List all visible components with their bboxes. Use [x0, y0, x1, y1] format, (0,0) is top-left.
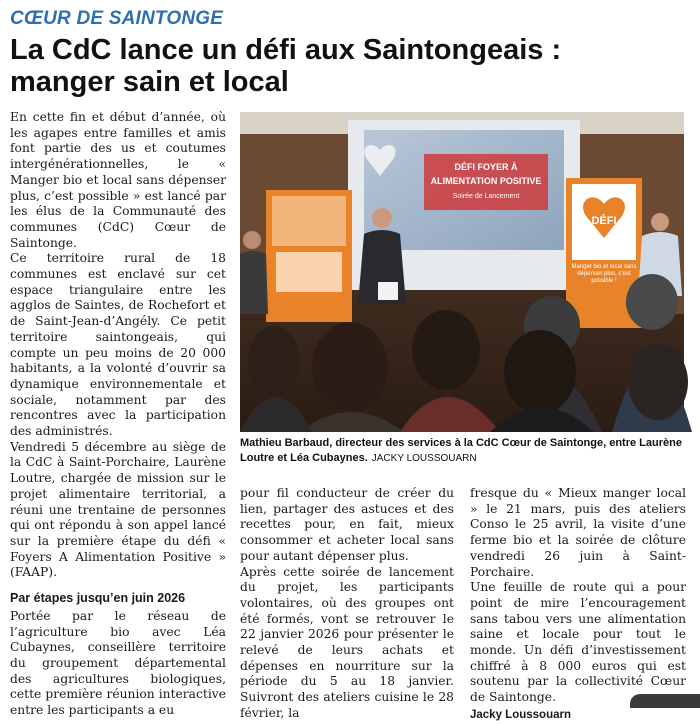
paragraph: En cette fin et début d’année, où les agapes entre familles et amis font partie des us et coutumes intergénérationnelles, le « Manger bio et local sans dépenser plus, c’est possible » est lancé par les élus de la Communauté des communes (CdC) Cœur de Saintonge. — [10, 110, 226, 250]
paragraph: Après cette soirée de lancement du projet, les participants volontaires, où des groupes ont été formés, vont se retrouver le 22 janvier 2026 pour présenter le relevé de leurs achats et dépenses en nourriture sur la période du 5 au 18 janvier. Suivront des ateliers cuisine le 28 février, la — [240, 564, 454, 720]
subheading: Par étapes jusqu’en juin 2026 — [10, 591, 186, 606]
paragraph: pour fil conducteur de créer du lien, partager des astuces et des recettes pour, en fait, mieux consommer et acheter local sans pour autant dépenser plus. — [240, 486, 454, 563]
column-1 — [10, 110, 226, 719]
slide-title-line3: Soirée de Lancement — [452, 193, 520, 200]
banner-title: DÉFI — [591, 215, 617, 227]
banner-slogan: Manger bio et local sans dépenser plus, c’est possible ! — [571, 264, 637, 284]
slide-title-line2: ALIMENTATION POSITIVE — [430, 176, 542, 186]
author-signature: Jacky Loussouarn — [470, 708, 571, 721]
section-kicker: CŒUR DE SAINTONGE — [10, 8, 224, 29]
paragraph: Vendredi 5 décembre au siège de la CdC à Saint-Porchaire, Laurène Loutre, chargée de mission sur le projet alimentaire territorial, a réuni une trentaine de personnes qui ont répondu à son appel lancé sur la première étape du défi « Foyers A Alimentation Positive » (FAAP). — [10, 439, 226, 580]
article-headline: La CdC lance un défi aux Saintongeais : manger sain et local — [10, 34, 562, 98]
paragraph: Une feuille de route qui a pour point de mire l’encouragement sans tabou vers une alimentation saine et locale pour tout le monde. Un défi d’investissement chiffré à 8 000 euros qui est soutenu par la collectivité Cœur de Saintonge. — [470, 580, 686, 705]
paragraph: fresque du « Mieux manger local » le 21 mars, puis des ateliers Conso le 25 avril, la visite d’une ferme bio et la soirée de clôture vendredi 26 juin à Saint-Porchaire. — [470, 486, 686, 579]
photo-credit: JACKY LOUSSOUARN — [371, 453, 477, 464]
page-corner-tab — [630, 694, 700, 708]
paragraph: Ce territoire rural de 18 communes est enclavé sur cet espace triangulaire entre les agglos de Saintes, de Rochefort et de Saint-Jean-d’Angély. Ce petit territoire saintongeais, qui compte un peu moins de 20 000 habitants, a la volonté d’ouvrir sa dynamique environnementale et sociale, notamment par des rencontres avec la participation des administrés. — [10, 251, 226, 439]
article-photo — [240, 112, 684, 432]
column-2 — [240, 486, 454, 722]
caption-text: Mathieu Barbaud, directeur des services à la CdC Cœur de Saintonge, entre Laurène Loutre et Léa Cubaynes. — [240, 437, 682, 464]
photo-caption — [240, 436, 684, 466]
conference-scene-image — [240, 112, 684, 432]
column-3 — [470, 486, 686, 724]
paragraph: Portée par le réseau de l’agriculture bio avec Léa Cubaynes, conseillère territoire du groupement départemental des agricultures biologiques, cette première réunion interactive entre les participants a eu — [10, 608, 226, 718]
slide-title-line1: DÉFI FOYER À — [454, 162, 518, 172]
